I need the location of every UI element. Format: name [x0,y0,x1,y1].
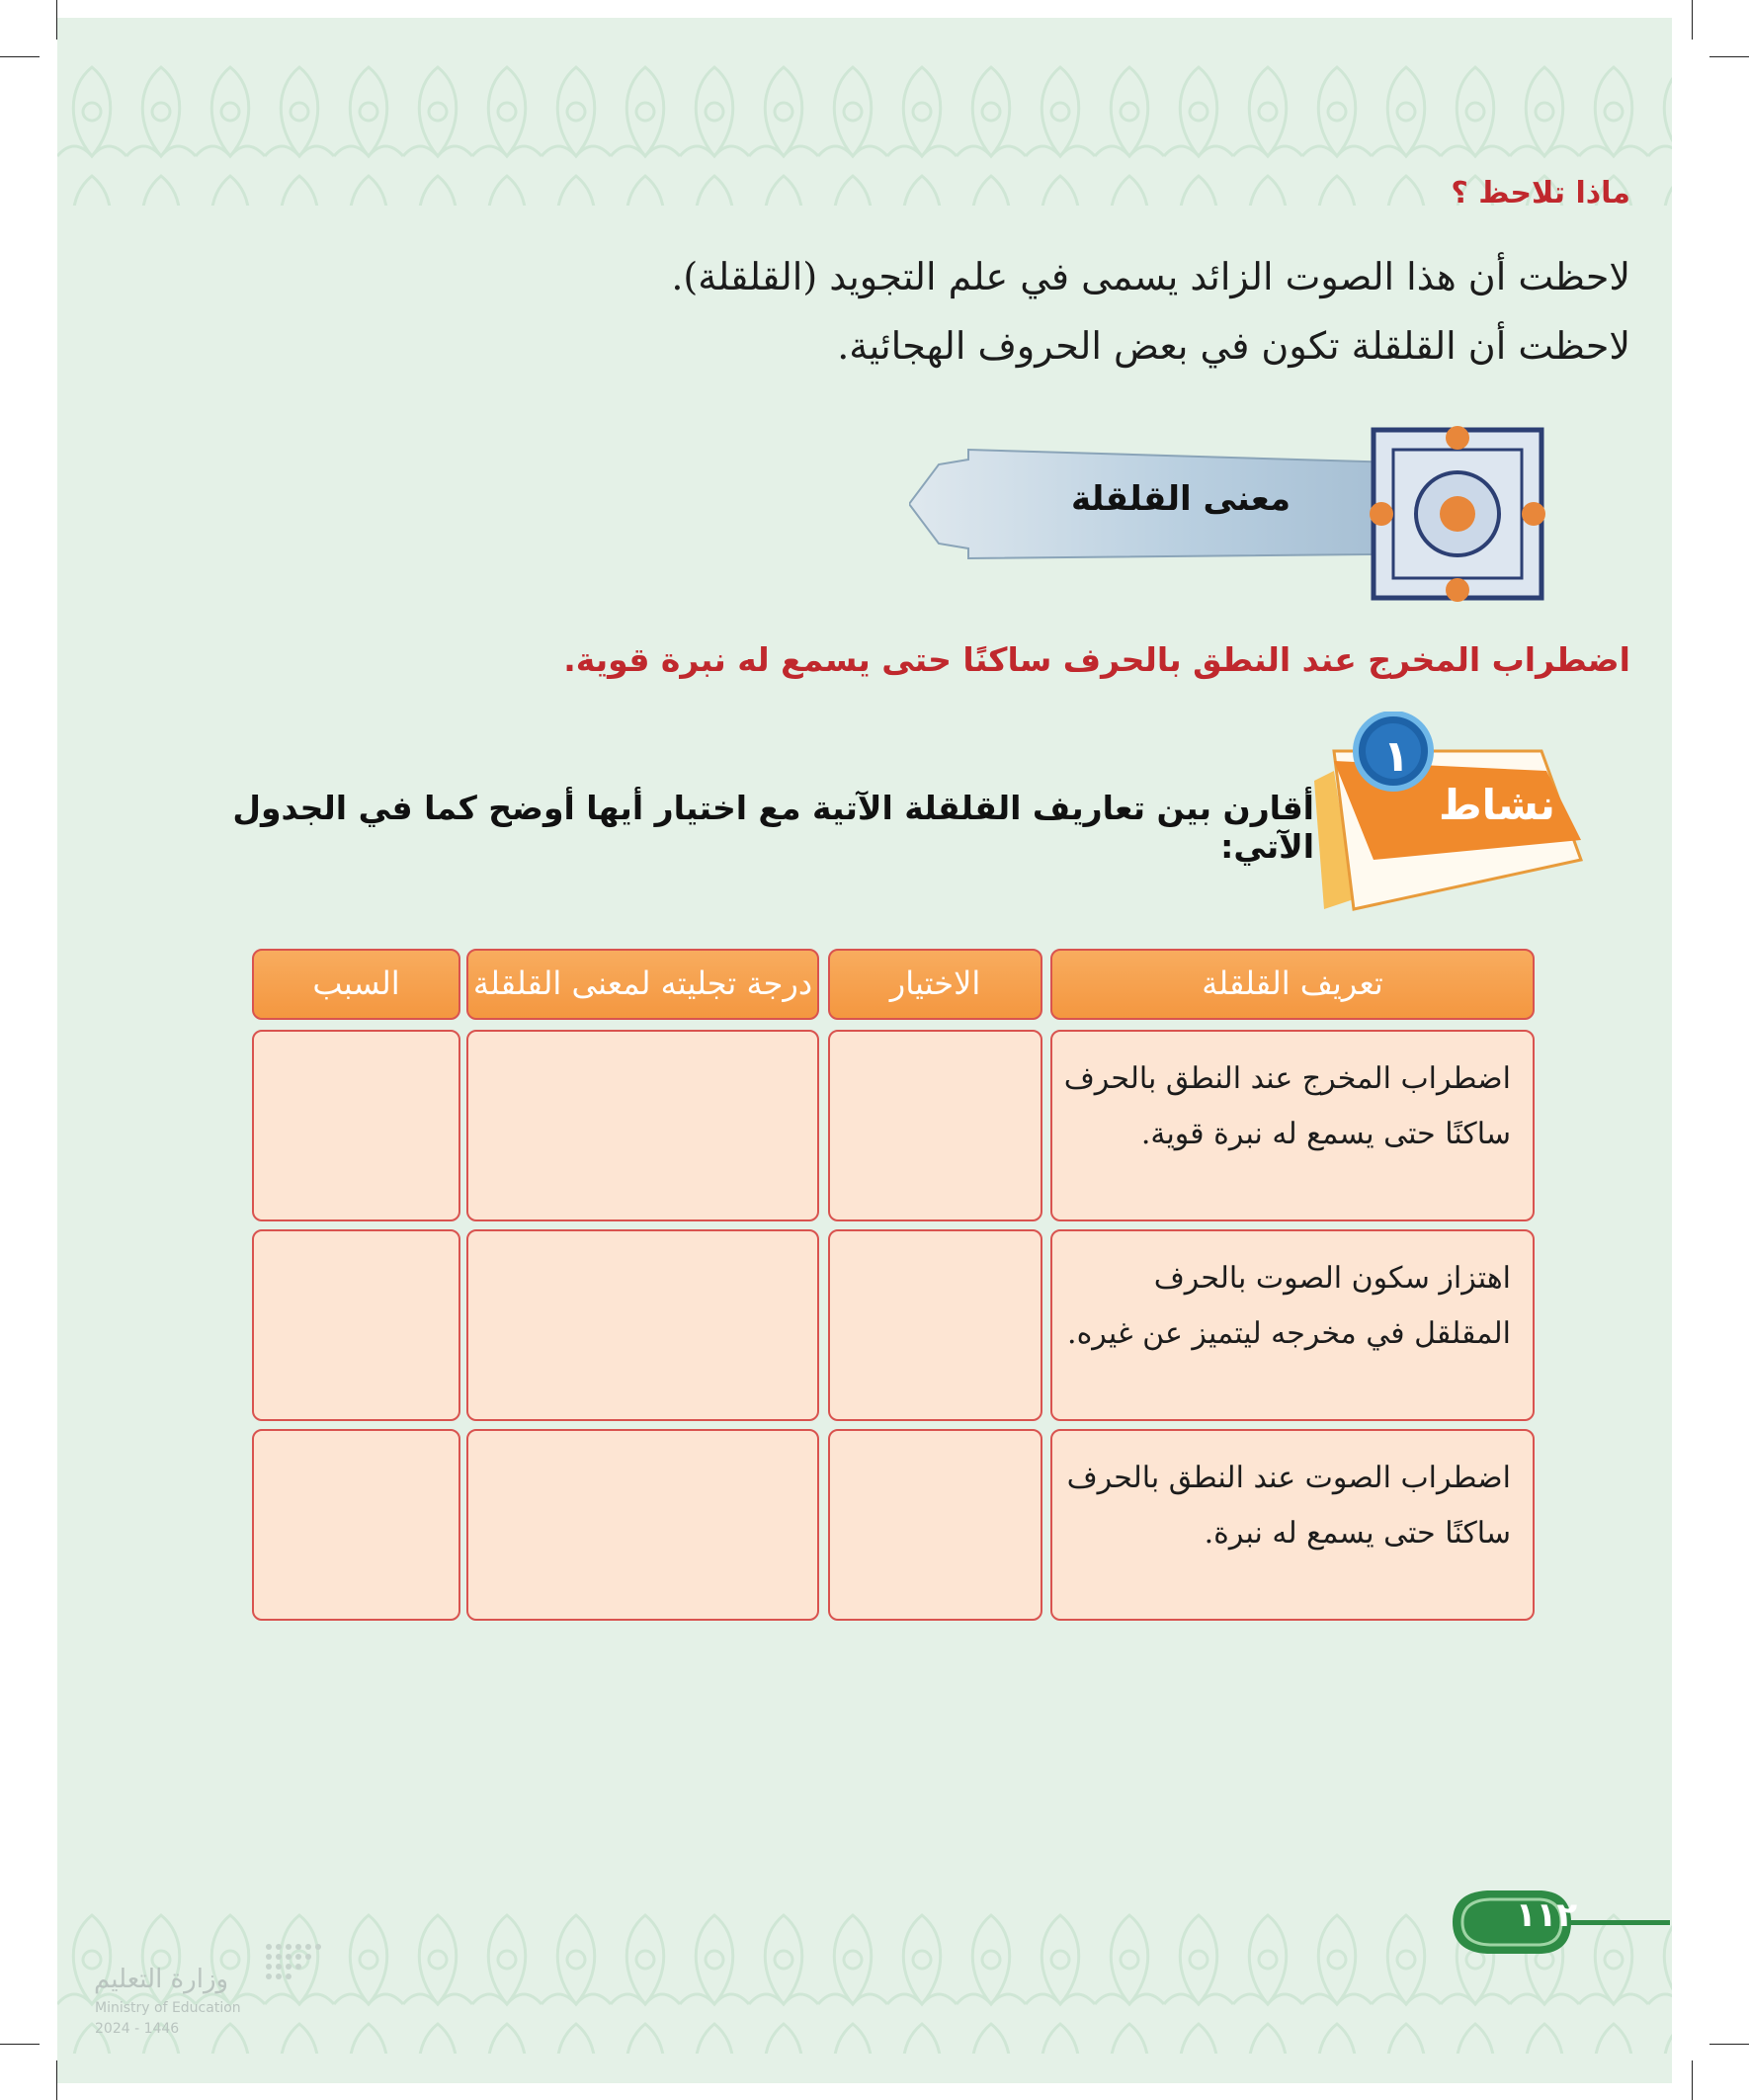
page-number: ١١٢ [1515,1895,1578,1935]
table-cell-choice[interactable] [828,1229,1042,1421]
table-cell-degree[interactable] [466,1429,819,1621]
table-header-choice: الاختيار [828,949,1042,1020]
table-cell-degree[interactable] [466,1030,819,1221]
table-header-definition: تعريف القلقلة [1050,949,1535,1020]
table-cell-definition: اضطراب الصوت عند النطق بالحرف ساكنًا حتى يسمع له نبرة. [1050,1429,1535,1621]
definition-text: اضطراب المخرج عند النطق بالحرف ساكنًا حتى يسمع له نبرة قوية. [563,640,1630,679]
crop-mark [1692,2060,1693,2100]
table-cell-definition: اهتزاز سكون الصوت بالحرف المقلقل في مخرجه ليتميز عن غيره. [1050,1229,1535,1421]
table-cell-choice[interactable] [828,1429,1042,1621]
table-cell-reason[interactable] [252,1229,460,1421]
activity-instruction: أقارن بين تعاريف القلقلة الآتية مع اختيار أيها أوضح كما في الجدول الآتي: [232,789,1314,866]
edition-year: 2024 - 1446 [95,2021,180,2037]
crop-mark [1709,2044,1749,2045]
table-cell-reason[interactable] [252,1030,460,1221]
crop-mark [0,2044,40,2045]
ornament-tile-icon [1370,426,1545,602]
table-cell-reason[interactable] [252,1429,460,1621]
observation-heading: ماذا تلاحظ ؟ [1451,176,1630,210]
table-cell-definition: اضطراب المخرج عند النطق بالحرف ساكنًا حتى يسمع له نبرة قوية. [1050,1030,1535,1221]
crop-mark [1709,56,1749,57]
section-title: معنى القلقلة [1070,479,1291,519]
crop-mark [1692,0,1693,40]
ministry-name-arabic: وزارة التعليم [94,1965,229,1994]
observation-line: لاحظت أن القلقلة تكون في بعض الحروف الهجائية. [837,324,1630,368]
table-header-degree: درجة تجليته لمعنى القلقلة [466,949,819,1020]
ministry-name-english: Ministry of Education [95,2000,241,2016]
table-cell-choice[interactable] [828,1030,1042,1221]
crop-mark [0,56,40,57]
observation-line: لاحظت أن هذا الصوت الزائد يسمى في علم التجويد (القلقلة). [671,255,1630,298]
activity-number: ١ [1382,731,1410,782]
activity-label: نشاط [1439,781,1555,829]
table-cell-degree[interactable] [466,1229,819,1421]
table-header-reason: السبب [252,949,460,1020]
